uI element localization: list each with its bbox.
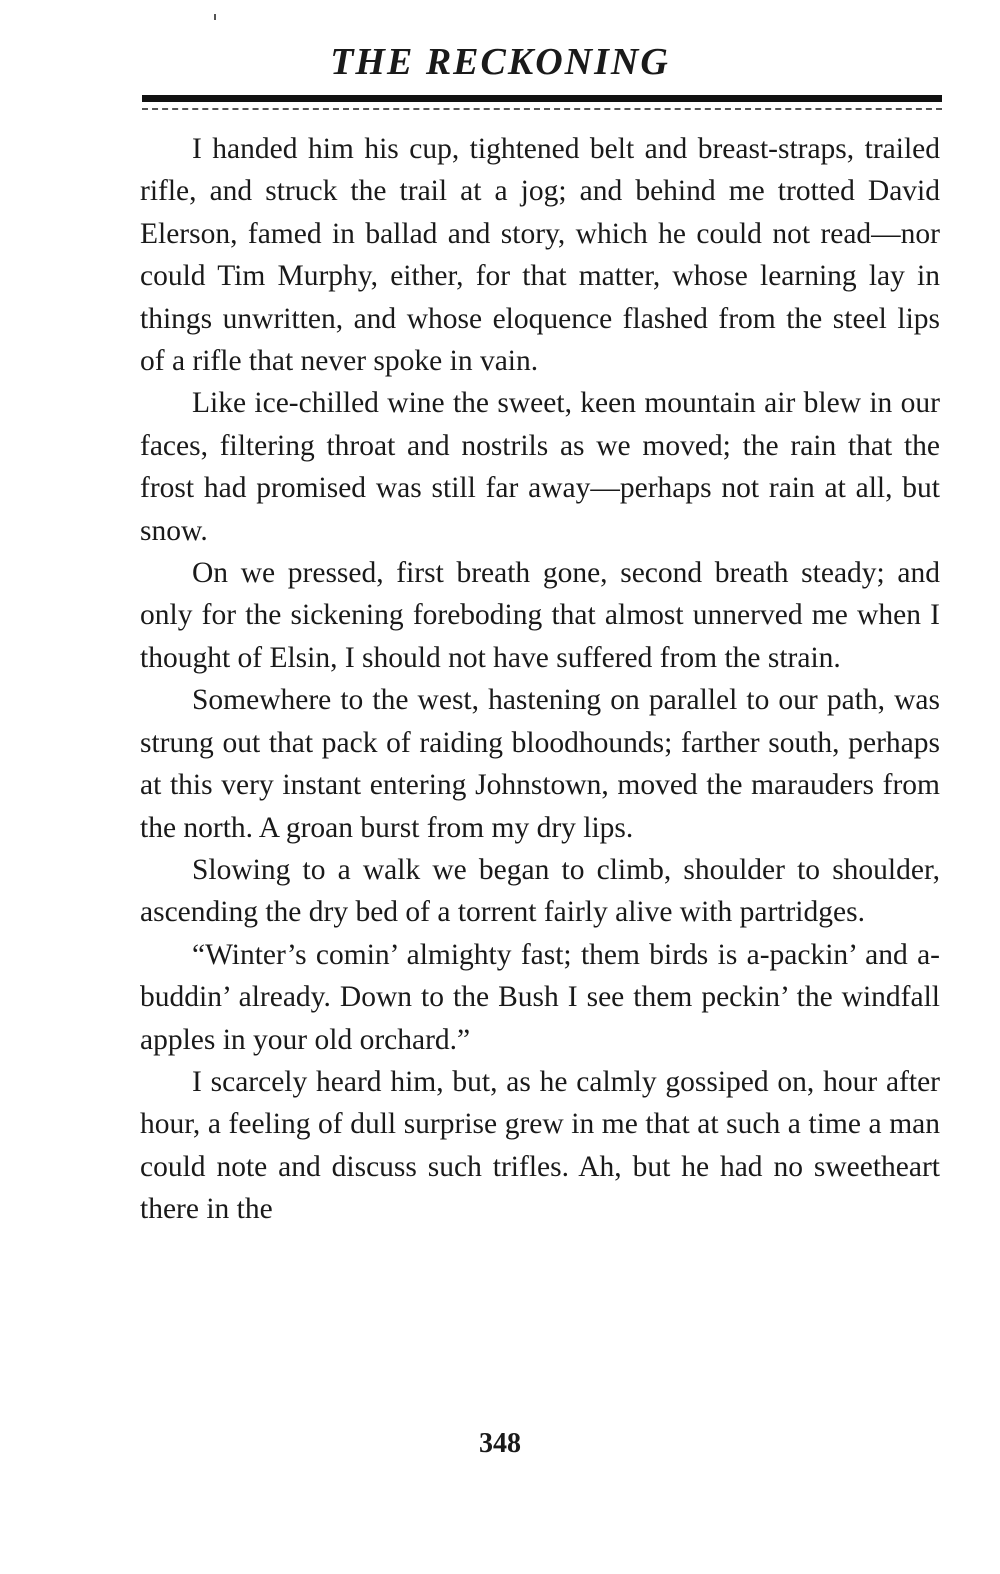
- paragraph: I handed him his cup, tightened belt and breast-straps, trailed rifle, and struck the trail at a jog; and behind me trotted David Elerson, famed in ballad and story, which he could not read—nor could Tim Murphy, either, for that matter, whose learning lay in things unwritten, and whose eloquence flashed from the steel lips of a rifle that never spoke in vain.: [140, 133, 940, 378]
- header-rule-thick: [142, 95, 942, 102]
- header-rule-thin: [142, 108, 942, 110]
- paragraph: On we pressed, first breath gone, second breath steady; and only for the sickening foreboding that almost unnerved me when I thought of Elsin, I should not have suffered from the strain.: [140, 557, 940, 674]
- paragraph: Like ice-chilled wine the sweet, keen mountain air blew in our faces, filtering throat and nostrils as we moved; the rain that the frost had promised was still far away—perhaps not rain at all, but snow.: [140, 387, 940, 547]
- page-number: 348: [479, 1428, 521, 1459]
- running-head-title: THE RECKONING: [330, 41, 670, 83]
- body-text: [140, 128, 940, 1231]
- paragraph: Somewhere to the west, hastening on parallel to our path, was strung out that pack of raiding bloodhounds; farther south, perhaps at this very instant entering Johnstown, moved the marauders from the north. A groan burst from my dry lips.: [140, 684, 940, 844]
- paragraph: Slowing to a walk we began to climb, shoulder to shoulder, ascending the dry bed of a torrent fairly alive with partridges.: [140, 853, 940, 929]
- paragraph: I scarcely heard him, but, as he calmly gossiped on, hour after hour, a feeling of dull surprise grew in me that at such a time a man could note and discuss such trifles. Ah, but he had no sweetheart there in the: [140, 1065, 940, 1226]
- print-speck: [214, 14, 216, 20]
- paragraph: “Winter’s comin’ almighty fast; them birds is a-packin’ and a-buddin’ already. Down to the Bush I see them peckin’ the windfall apples in your old orchard.”: [140, 938, 940, 1056]
